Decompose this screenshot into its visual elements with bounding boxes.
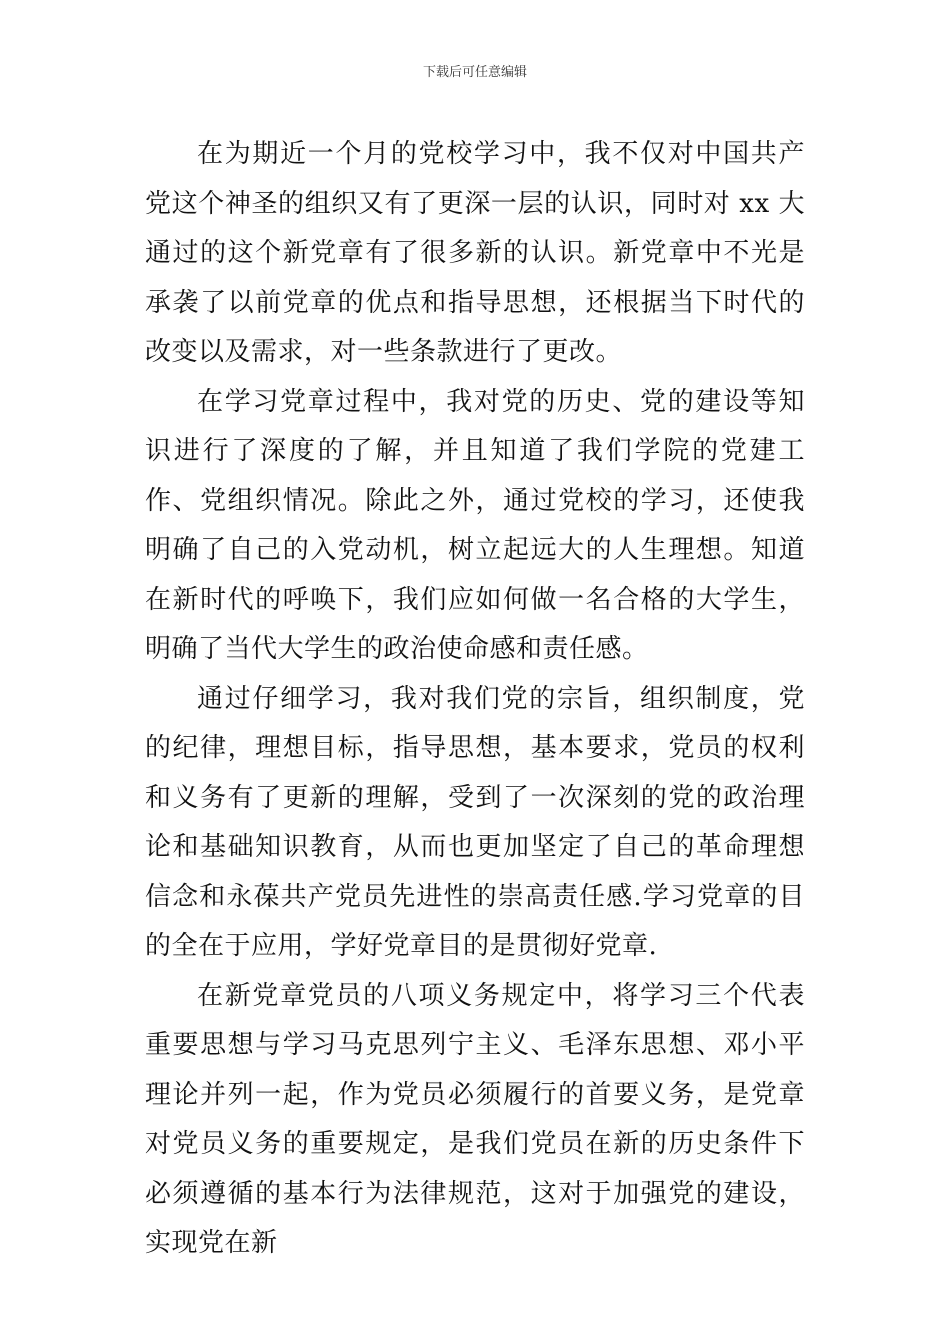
paragraph-3: 通过仔细学习，我对我们党的宗旨，组织制度，党的纪律，理想目标，指导思想，基本要求，党员的权利和义务有了更新的理解，受到了一次深刻的党的政治理论和基础知识教育，从而也更加坚定了自己的革命理想信念和永葆共产党员先进性的崇高责任感.学习党章的目的全在于应用，学好党章目的是贯彻好党章.: [145, 683, 805, 961]
page-header: 下载后可任意编辑: [422, 65, 527, 80]
paragraph-2: 在学习党章过程中，我对党的历史、党的建设等知识进行了深度的了解，并且知道了我们学院的党建工作、党组织情况。除此之外，通过党校的学习，还使我明确了自己的入党动机，树立起远大的人生理想。知道在新时代的呼唤下，我们应如何做一名合格的大学生，明确了当代大学生的政治使命感和责任感。: [145, 386, 805, 664]
document-body: [145, 130, 805, 1269]
paragraph-1: 在为期近一个月的党校学习中，我不仅对中国共产党这个神圣的组织又有了更深一层的认识，同时对 xx 大通过的这个新党章有了很多新的认识。新党章中不光是承袭了以前党章的优点和指导思想，还根据当下时代的改变以及需求，对一些条款进行了更改。: [145, 139, 805, 367]
paragraph-4: 在新党章党员的八项义务规定中，将学习三个代表重要思想与学习马克思列宁主义、毛泽东思想、邓小平理论并列一起，作为党员必须履行的首要义务，是党章对党员义务的重要规定，是我们党员在新的历史条件下必须遵循的基本行为法律规范，这对于加强党的建设，实现党在新: [145, 980, 805, 1258]
